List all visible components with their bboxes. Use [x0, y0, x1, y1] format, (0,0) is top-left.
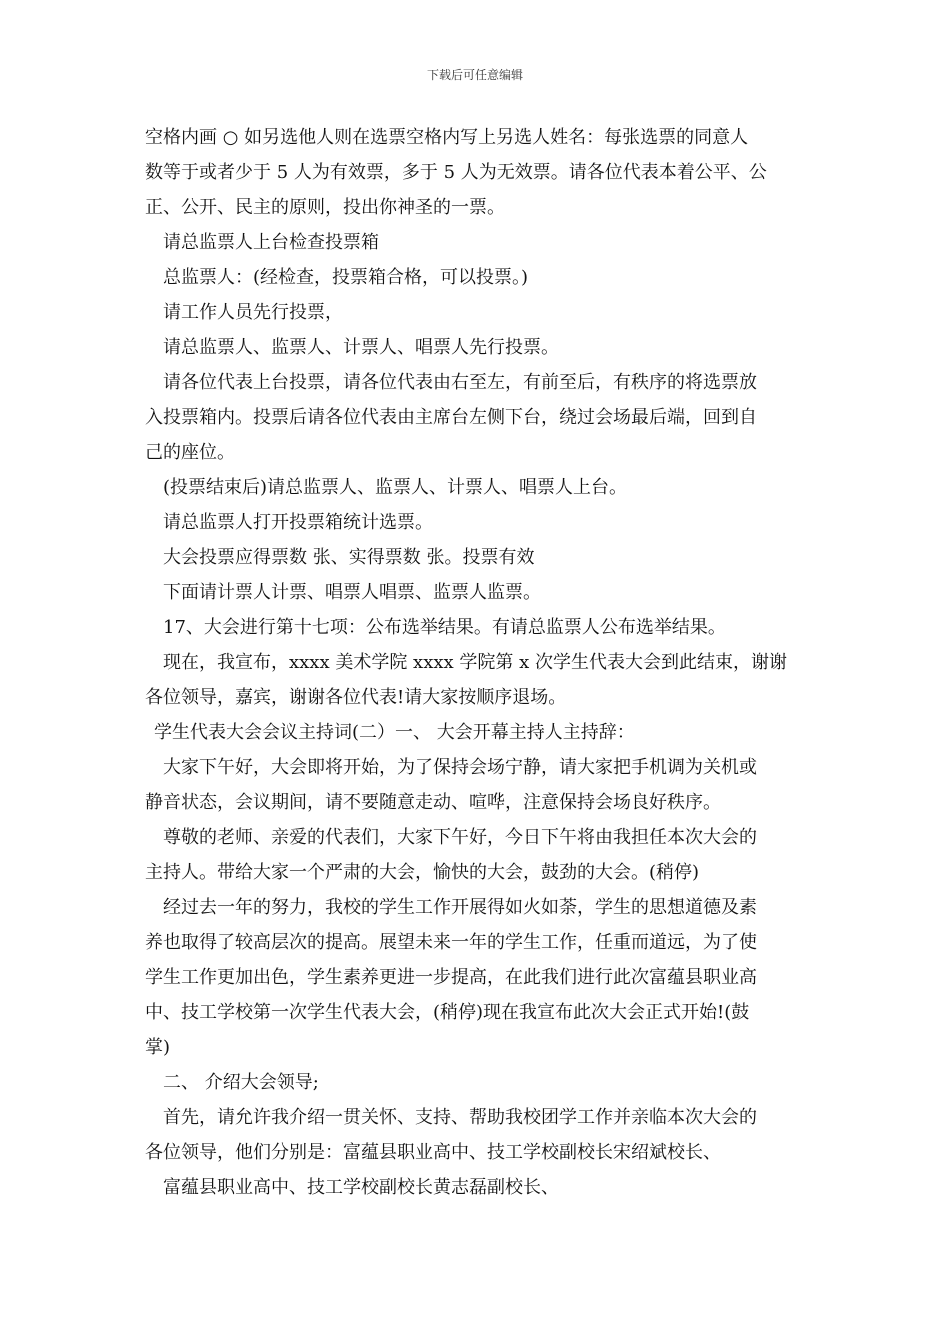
paragraph-line: 请总监票人、监票人、计票人、唱票人先行投票。 [163, 337, 559, 358]
paragraph-line: 请工作人员先行投票， [163, 302, 343, 323]
paragraph-line: 正、公开、民主的原则，投出你神圣的一票。 [145, 197, 505, 218]
page-header: 下载后可任意编辑 [426, 68, 523, 82]
paragraph-line: 空格内画 ○ 如另选他人则在选票空格内写上另选人姓名：每张选票的同意人 [145, 127, 749, 148]
paragraph-line: 养也取得了较高层次的提高。展望未来一年的学生工作，任重而道远，为了使 [145, 932, 757, 953]
paragraph-line: 静音状态，会议期间，请不要随意走动、喧哗，注意保持会场良好秩序。 [145, 792, 721, 813]
paragraph-line: 富蕴县职业高中、技工学校副校长黄志磊副校长、 [163, 1177, 559, 1198]
paragraph-line: 大会投票应得票数 张、实得票数 张。投票有效 [163, 547, 535, 568]
paragraph-line: 二、 介绍大会领导; [163, 1072, 319, 1093]
paragraph-line: 大家下午好，大会即将开始，为了保持会场宁静，请大家把手机调为关机或 [163, 757, 757, 778]
paragraph-line: 尊敬的老师、亲爱的代表们，大家下午好，今日下午将由我担任本次大会的 [163, 827, 757, 848]
paragraph-line: 请总监票人上台检查投票箱 [163, 232, 379, 253]
paragraph-line: 经过去一年的努力，我校的学生工作开展得如火如荼，学生的思想道德及素 [163, 897, 757, 918]
paragraph-line: 17、大会进行第十七项：公布选举结果。有请总监票人公布选举结果。 [163, 617, 726, 638]
paragraph-line: 己的座位。 [145, 442, 235, 463]
paragraph-line: 各位领导，嘉宾，谢谢各位代表!请大家按顺序退场。 [145, 687, 567, 708]
paragraph-line: 现在，我宣布，xxxx 美术学院 xxxx 学院第 x 次学生代表大会到此结束，谢谢 [163, 652, 787, 673]
paragraph-line: 入投票箱内。投票后请各位代表由主席台左侧下台，绕过会场最后端，回到自 [145, 407, 757, 428]
paragraph-line: 数等于或者少于 5 人为有效票，多于 5 人为无效票。请各位代表本着公平、公 [145, 162, 767, 183]
paragraph-line: 学生工作更加出色，学生素养更进一步提高，在此我们进行此次富蕴县职业高 [145, 967, 757, 988]
document-body [145, 120, 810, 1205]
paragraph-line: 学生代表大会会议主持词(二）一、 大会开幕主持人主持辞： [154, 722, 635, 743]
paragraph-line: 请总监票人打开投票箱统计选票。 [163, 512, 433, 533]
paragraph-line: 各位领导，他们分别是：富蕴县职业高中、技工学校副校长宋绍斌校长、 [145, 1142, 721, 1163]
paragraph-line: 首先，请允许我介绍一贯关怀、支持、帮助我校团学工作并亲临本次大会的 [163, 1107, 757, 1128]
paragraph-line: 主持人。带给大家一个严肃的大会，愉快的大会，鼓劲的大会。(稍停) [145, 862, 700, 883]
paragraph-line: 中、技工学校第一次学生代表大会，(稍停)现在我宣布此次大会正式开始!(鼓 [145, 1002, 750, 1023]
paragraph-line: 总监票人：(经检查，投票箱合格，可以投票。) [163, 267, 529, 288]
paragraph-line: (投票结束后)请总监票人、监票人、计票人、唱票人上台。 [163, 477, 628, 498]
paragraph-line: 请各位代表上台投票，请各位代表由右至左，有前至后，有秩序的将选票放 [163, 372, 757, 393]
paragraph-line: 掌) [145, 1037, 171, 1058]
paragraph-line: 下面请计票人计票、唱票人唱票、监票人监票。 [163, 582, 541, 603]
